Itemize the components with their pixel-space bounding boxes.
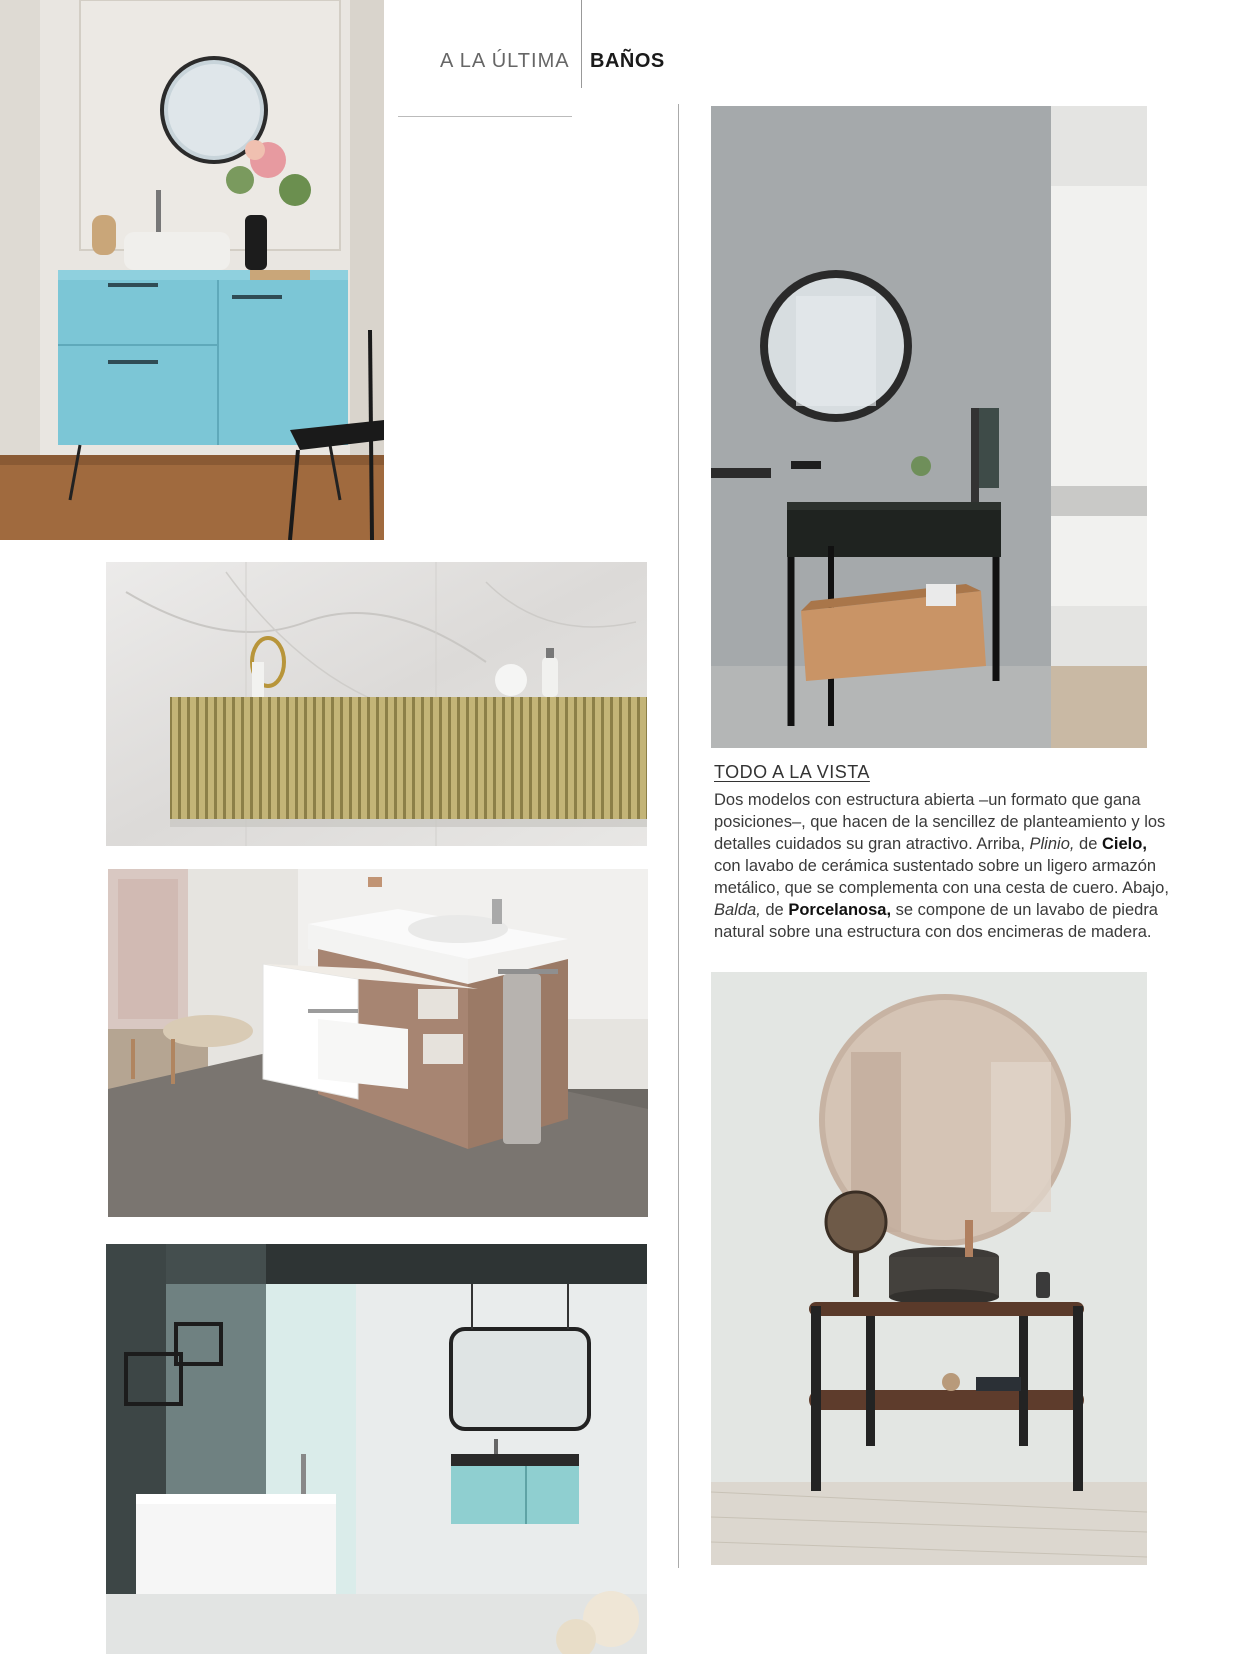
photo-turquoise-vanity: [0, 0, 384, 540]
caption-de-2: de: [760, 901, 789, 919]
caption-text-2: se compone de un lavabo de piedra natural sobre una estructura con dos encimeras de madera.: [714, 901, 1158, 941]
column-divider: [678, 104, 679, 1568]
header-divider: [581, 0, 582, 88]
section-title: BAÑOS: [590, 50, 665, 72]
photo-teal-bathroom: [106, 1244, 647, 1654]
caption-heading: TODO A LA VISTA: [714, 762, 870, 782]
header-rule: [398, 116, 572, 117]
caption-model-2: Balda,: [714, 901, 761, 919]
section-label: A LA ÚLTIMA: [440, 50, 570, 72]
caption-brand-2: Porcelanosa,: [788, 901, 892, 919]
caption-text-1: con lavabo de cerámica sustentado sobre un ligero armazón metálico, que se complementa con una cesta de cuero. Abajo,: [714, 857, 1169, 897]
caption-model-1: Plinio,: [1029, 835, 1075, 853]
photo-fluted-gold-vanity: [106, 562, 647, 846]
photo-plinio-cielo: [711, 106, 1147, 748]
caption-body: [714, 789, 1174, 943]
caption-intro: Dos modelos con estructura abierta –un formato que gana posiciones–, que hacen de la sencillez de planteamiento y los detalles cuidados su gran atractivo. Arriba,: [714, 791, 1166, 853]
caption-de-1: de: [1074, 835, 1102, 853]
photo-white-drawer-vanity: [108, 869, 648, 1217]
caption-brand-1: Cielo,: [1102, 835, 1147, 853]
photo-balda-porcelanosa: [711, 972, 1147, 1565]
